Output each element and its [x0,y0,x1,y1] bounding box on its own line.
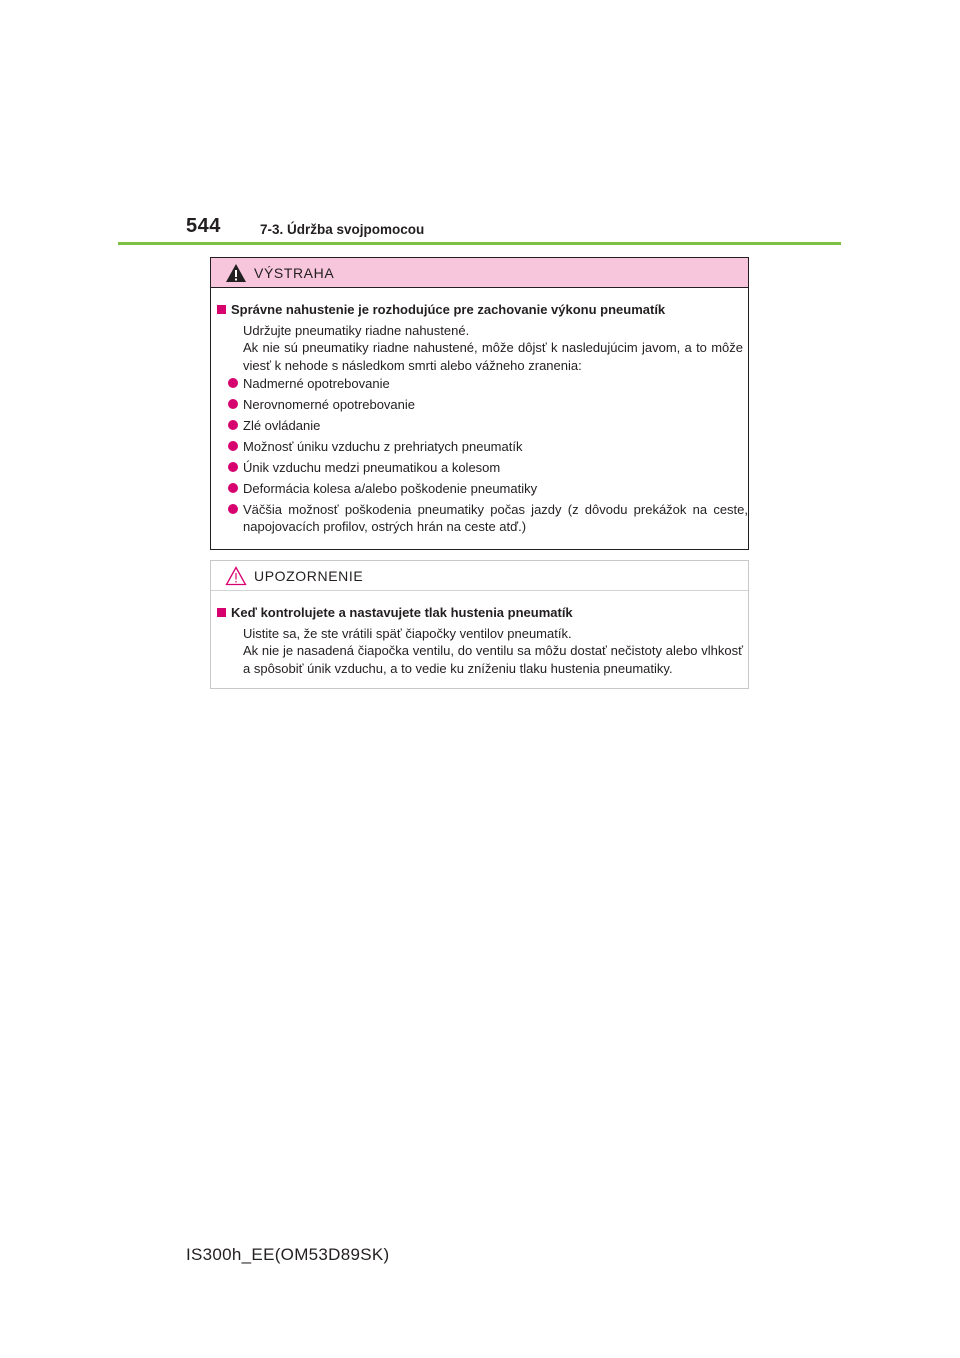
notice-subheading-text: Keď kontrolujete a nastavujete tlak hustenia pneumatík [231,605,573,620]
section-title: 7-3. Údržba svojpomocou [260,222,425,237]
notice-box [210,560,749,689]
header-rule [118,242,841,245]
bullet-dot-icon [228,378,238,388]
notice-paragraph-1: Uistite sa, že ste vrátili späť čiapočky ventilov pneumatík. [243,626,572,641]
caution-triangle-outline-icon [225,566,247,586]
page-number: 544 [186,215,221,237]
bullet-dot-icon [228,420,238,430]
bullet-dot-icon [228,504,238,514]
list-item: Možnosť úniku vzduchu z prehriatych pneumatík [228,438,748,455]
notice-paragraph-2: Ak nie je nasadená čiapočka ventilu, do ventilu sa môžu dostať nečistoty alebo vlhkosť a spôsobiť únik vzduchu, a to vedie ku zníženiu tlaku hustenia pneumatiky. [243,643,743,676]
warning-paragraph-1: Udržujte pneumatiky riadne nahustené. [243,323,470,338]
warning-box [210,257,749,550]
warning-title: VÝSTRAHA [254,265,335,281]
list-item: Zlé ovládanie [228,417,748,434]
document-code: IS300h_EE(OM53D89SK) [186,1245,390,1264]
list-item: Deformácia kolesa a/alebo poškodenie pneumatiky [228,480,748,497]
square-bullet-icon [217,608,226,617]
notice-header [211,561,748,591]
warning-subheading-text: Správne nahustenie je rozhodujúce pre zachovanie výkonu pneumatík [231,302,666,317]
warning-subheading [217,302,665,317]
square-bullet-icon [217,305,226,314]
warning-triangle-icon [225,263,247,283]
list-item: Nerovnomerné opotrebovanie [228,396,748,413]
notice-subheading [217,605,573,620]
bullet-dot-icon [228,483,238,493]
list-item: Väčšia možnosť poškodenia pneumatiky počas jazdy (z dôvodu prekážok na ceste, napojovacích profilov, ostrých hrán na ceste atď.) [228,501,748,535]
list-item: Únik vzduchu medzi pneumatikou a kolesom [228,459,748,476]
bullet-dot-icon [228,462,238,472]
page-header [0,0,960,250]
bullet-dot-icon [228,399,238,409]
warning-paragraph-2: Ak nie sú pneumatiky riadne nahustené, môže dôjsť k nasledujúcim javom, a to môže viesť k nehode s následkom smrti alebo vážneho zranenia: [243,340,743,373]
notice-title: UPOZORNENIE [254,568,364,584]
warning-bullet-list [228,375,748,539]
list-item: Nadmerné opotrebovanie [228,375,748,392]
bullet-dot-icon [228,441,238,451]
warning-header [211,258,748,288]
